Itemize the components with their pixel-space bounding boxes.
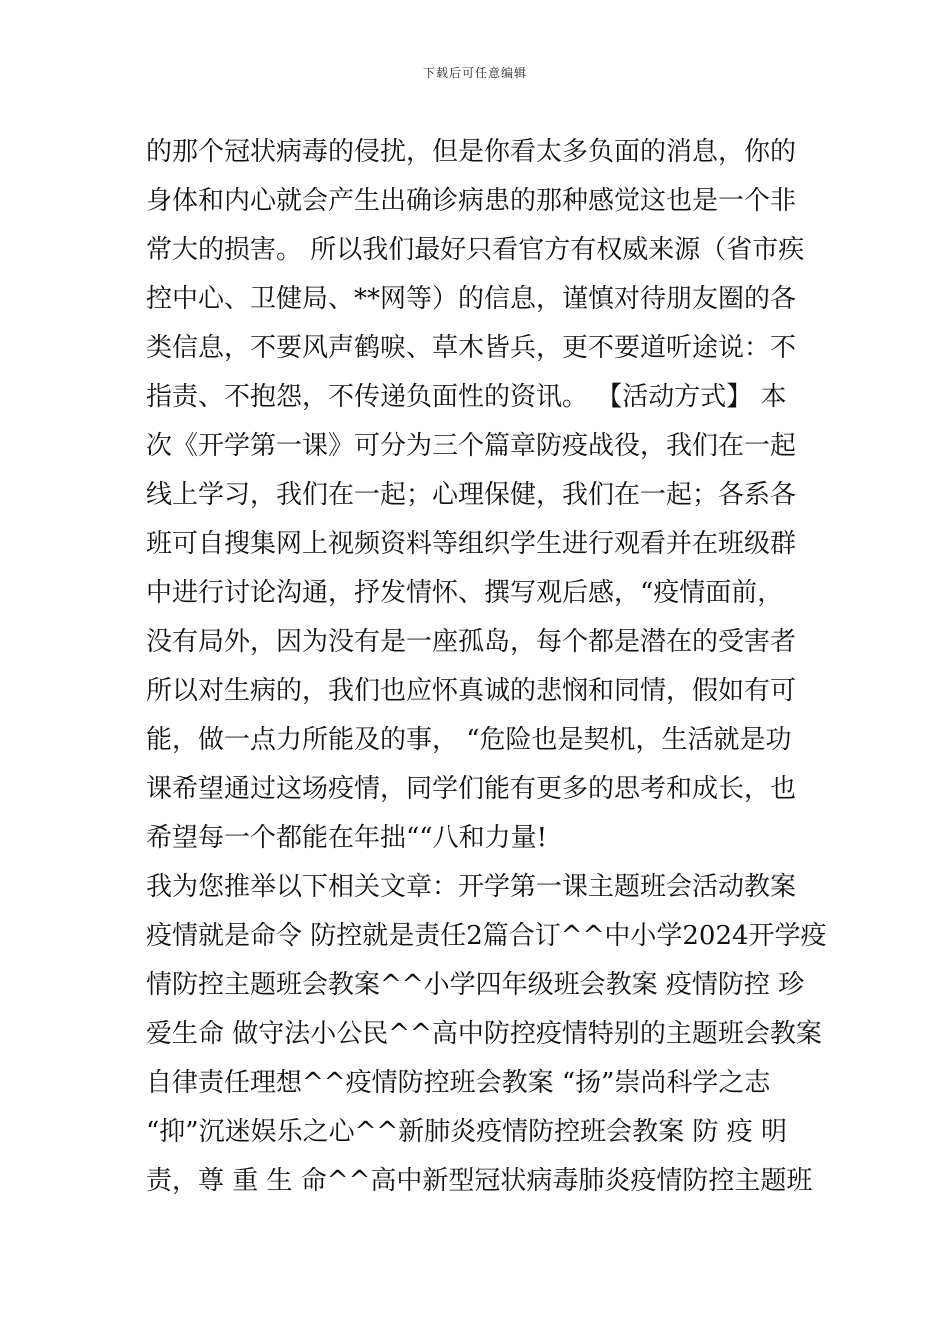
text-line: 身体和内心就会产生出确诊病患的那种感觉这也是一个非	[146, 186, 797, 216]
text-line: “抑”沉迷娱乐之心^^新肺炎疫情防控班会教案 防 疫 明	[146, 1117, 787, 1147]
text-line: 责，尊 重 生 命^^高中新型冠状病毒肺炎疫情防控主题班	[146, 1166, 813, 1196]
text-line: 常大的损害。 所以我们最好只看官方有权威来源（省市疾	[146, 235, 805, 265]
text-line: 类信息，不要风声鹤唳、草木皆兵，更不要道听途说：不	[146, 333, 797, 363]
text-line: 线上学习，我们在一起；心理保健，我们在一起；各系各	[146, 480, 797, 510]
text-line: 情防控主题班会教案^^小学四年级班会教案 疫情防控 珍	[146, 970, 805, 1000]
text-line: 次《开学第一课》可分为三个篇章防疫战役，我们在一起	[146, 431, 797, 461]
text-line: 指责、不抱怨，不传递负面性的资讯。 【活动方式】 本	[146, 382, 787, 412]
text-line: 爱生命 做守法小公民^^高中防控疫情特别的主题班会教案	[146, 1019, 822, 1049]
text-line: 的那个冠状病毒的侵扰，但是你看太多负面的消息，你的	[146, 137, 797, 167]
text-line: 班可自搜集网上视频资料等组织学生进行观看并在班级群	[146, 529, 797, 559]
text-line: 能，做一点力所能及的事， “危险也是契机，生活就是功	[146, 725, 792, 755]
text-line: 我为您推举以下相关文章：开学第一课主题班会活动教案	[146, 872, 797, 902]
text-line: 自律责任理想^^疫情防控班会教案 “扬”崇尚科学之志	[146, 1068, 771, 1098]
paragraph-recommended-articles	[146, 863, 827, 1206]
paragraph-activity	[146, 128, 810, 863]
text-line: 所以对生病的，我们也应怀真诚的悲悯和同情，假如有可	[146, 676, 797, 706]
text-line: 课希望通过这场疫情，同学们能有更多的思考和成长，也	[146, 774, 797, 804]
text-line: 控中心、卫健局、**网等）的信息，谨慎对待朋友圈的各	[146, 284, 797, 314]
text-line: 疫情就是命令 防控就是责任2篇合订^^中小学2024开学疫	[146, 921, 827, 951]
text-line: 中进行讨论沟通，抒发情怀、撰写观后感，“疫情面前，	[146, 578, 784, 608]
page-header-caption: 下载后可任意编辑	[422, 66, 527, 80]
document-body	[146, 128, 827, 1206]
text-line: 没有局外，因为没有是一座孤岛，每个都是潜在的受害者	[146, 627, 797, 657]
text-line: 希望每一个都能在年拙““八和力量!	[146, 823, 548, 853]
